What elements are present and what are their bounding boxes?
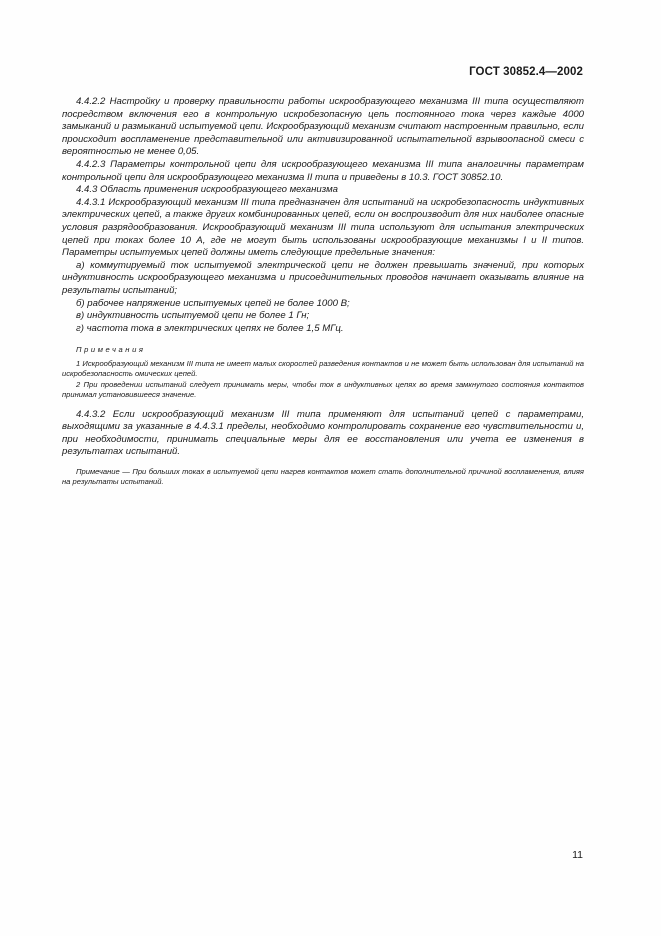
spacer: [62, 401, 584, 409]
list-item-b: б) рабочее напряжение испытуемых цепей не более 1000 В;: [76, 297, 350, 309]
paragraph-4-4-3-2: 4.4.3.2 Если искрообразующий механизм III типа применяют для испытаний цепей с параметрами, выходящими за указанные в 4.4.3.1 пределы, необходимо контролировать сохранение его чувствительности и, при необходимости, принимать специальные меры для ее восстановления или учета ее изменения в результатах испытаний.: [62, 408, 584, 458]
list-item-a: а) коммутируемый ток испытуемой электрической цепи не должен превышать значений, при которых индуктивность искрообразующего механизма и присоединительных проводов начинает оказывать влияние на результаты испытаний;: [62, 259, 584, 296]
document-header: ГОСТ 30852.4—2002: [469, 66, 583, 78]
note-1: 1 Искрообразующий механизм III типа не имеет малых скоростей разведения контактов и не может быть использован для испытаний на искробезопасность омических цепей.: [62, 358, 584, 379]
notes-heading: Примечания: [76, 345, 146, 355]
document-body: [62, 96, 584, 488]
section-heading-4-4-3: 4.4.3 Область применения искрообразующего механизма: [76, 184, 338, 196]
paragraph-4-4-3-1: 4.4.3.1 Искрообразующий механизм III типа предназначен для испытаний на искробезопасность индуктивных электрических цепей, а также других комбинированных цепей, если он воспроизводит для них наиболее опасные условия разрядообразования. Искрообразующий механизм III типа используют для испытания электрических цепей при токах более 10 А, где не могут быть использованы искрообразующие механизмы I и II типов. Параметры испытуемых цепей должны иметь следующие предельные значения:: [62, 196, 584, 259]
list-item-v: в) индуктивность испытуемой цепи не более 1 Гн;: [76, 310, 310, 322]
page-number: 11: [572, 849, 583, 861]
spacer: [62, 459, 584, 467]
note-2: 2 При проведении испытаний следует принимать меры, чтобы ток в индуктивных цепях во время замкнутого состояния контактов принимал установившееся значение.: [62, 379, 584, 400]
note-3: Примечание — При больших токах в испытуемой цепи нагрев контактов может стать дополнительной причиной воспламенения, влияя на результаты испытаний.: [62, 466, 584, 487]
list-item-g: г) частота тока в электрических цепях не более 1,5 МГц.: [76, 322, 344, 334]
paragraph-4-4-2-3: 4.4.2.3 Параметры контрольной цепи для искрообразующего механизма III типа аналогичны параметрам контрольной цепи для искрообразующего механизма II типа и приведены в 10.3. ГОСТ 30852.10.: [62, 158, 584, 183]
paragraph-4-4-2-2: 4.4.2.2 Настройку и проверку правильности работы искрообразующего механизма III типа осуществляют посредством включения его в контрольную искробезопасную цепь постоянного тока через каждые 4000 замыканий и размыканий испытуемой цепи. Искрообразующий механизм считают настроенным правильно, если происходит воспламенение представительной или активизированной испытательной взрывоопасной смеси с вероятностью не менее 0,05.: [62, 96, 584, 158]
